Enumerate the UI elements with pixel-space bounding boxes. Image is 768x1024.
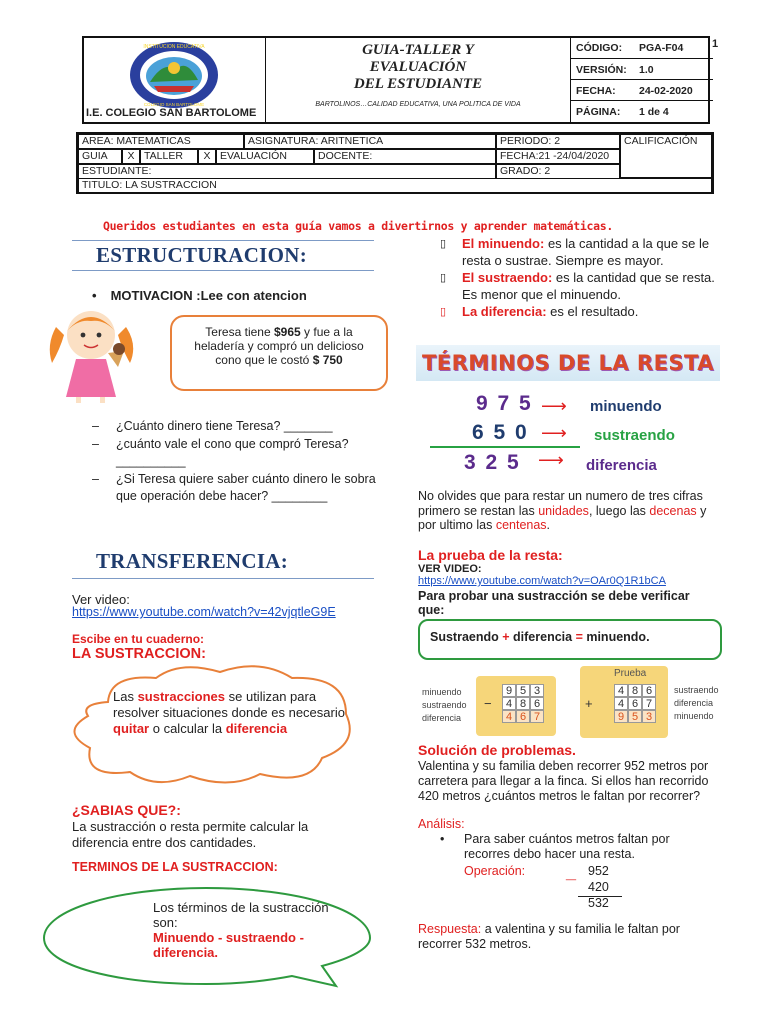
prueba-minus: − [484, 696, 492, 711]
respuesta-label: Respuesta: [418, 922, 482, 936]
label-minuendo: minuendo [590, 398, 662, 415]
respuesta-value: a valentina y su familia le faltan por recorrer 532 metros. [418, 922, 680, 951]
meta-row-fecha [571, 79, 713, 101]
sabias-text: La sustracción o resta permite calcular la diferencia entre dos cantidades. [72, 819, 309, 850]
olvides-unidades: unidades [538, 503, 589, 518]
cloud-keyword-quitar: quitar [113, 721, 150, 736]
question-item: – ¿Cuánto dinero tiene Teresa? _______ [92, 419, 333, 433]
meta-label: CÓDIGO: [576, 42, 623, 54]
example-row-minuendo: 9 7 5 [476, 392, 533, 415]
intro-text: Queridos estudiantes en esta guía vamos a divertirnos y aprender matemáticas. [103, 219, 614, 233]
evaluacion-cell: EVALUACIÓN [216, 149, 314, 164]
operacion-label: Operación: [464, 864, 526, 878]
question-item: – ¿cuánto vale el cono que compró Teresa?__________ [92, 436, 382, 470]
video-link-2[interactable]: https://www.youtube.com/watch?v=OAr0Q1R1bCA [418, 575, 666, 587]
story-amount: $965 [273, 325, 301, 339]
la-sustraccion-heading: LA SUSTRACCION: [72, 646, 206, 662]
label-diferencia: diferencia [586, 457, 657, 474]
olvides-e: y por ultimo las [418, 503, 707, 532]
analisis-label: Análisis: [418, 817, 465, 831]
definition-item [440, 270, 718, 303]
prueba-label: diferencia [674, 698, 714, 708]
square-bullet-icon: ▯ [440, 272, 447, 284]
video-link-1[interactable]: https://www.youtube.com/watch?v=42vjqtleG9E [72, 605, 336, 619]
meta-row-codigo [571, 37, 713, 59]
logo-cell [84, 38, 266, 122]
operacion-sustraendo: 420 [588, 880, 609, 894]
question-text: ¿cuánto vale el cono que compró Teresa?__________ [116, 437, 349, 468]
olvides-decenas: decenas [649, 503, 697, 518]
question-text: ¿Cuánto dinero tiene Teresa? _______ [116, 419, 333, 433]
question-item: – ¿Si Teresa quiere saber cuánto dinero le sobra que operación debe hacer? ________ [92, 471, 382, 505]
cloud-keyword-sustracciones: sustracciones [137, 689, 226, 704]
ver-video-label: Ver video: [72, 592, 130, 607]
info-table [76, 132, 714, 194]
prueba-label: sustraendo [422, 700, 467, 710]
definition-item [440, 304, 718, 321]
arrow-icon: ⟶ [541, 423, 567, 443]
respuesta-text [418, 922, 718, 952]
definitions-list [440, 236, 718, 321]
digit-cell: 7 [642, 697, 656, 710]
digit-cell: 3 [530, 684, 544, 697]
estructuracion-heading: ESTRUCTURACION: [96, 243, 308, 267]
formula-box [418, 619, 722, 660]
cloud-keyword-diferencia: diferencia [225, 721, 288, 736]
story-text-c: y fue a la heladería y compró un delicioso cono que le costó [194, 325, 364, 367]
terminos-heading: TERMINOS DE LA SUSTRACCION: [72, 860, 278, 874]
bubble-text-a: Los términos de la sustracción son: [153, 900, 329, 930]
operacion-resultado: 532 [588, 896, 609, 910]
motivacion-text: MOTIVACION :Lee con atencion [110, 288, 307, 303]
formula-minuendo: minuendo. [582, 630, 650, 644]
escribe-label: Escibe en tu cuaderno: [72, 632, 205, 646]
digit-cell: 4 [502, 697, 516, 710]
problem-text: Valentina y su familia deben recorrer 952 metros por carretera para llegar a la finca. Si ellos han recorrido 420 metros ¿cuántos metros le faltan por recorrer? [418, 759, 709, 803]
titulo-cell: TITULO: LA SUSTRACCION [78, 178, 712, 193]
olvides-centenas: centenas [495, 518, 547, 532]
fecha-cell: FECHA:21 -24/04/2020 [496, 149, 620, 164]
title-line-3: DEL ESTUDIANTE [353, 76, 483, 92]
digit-cell: 5 [628, 710, 642, 723]
olvides-g: . [546, 518, 551, 532]
digit-cell: 4 [614, 684, 628, 697]
digit-cell: 5 [516, 684, 530, 697]
formula-diferencia: diferencia [509, 630, 576, 644]
meta-row-pagina [571, 100, 713, 122]
definition-item [440, 236, 718, 269]
docente-cell: DOCENTE: [314, 149, 496, 164]
prueba-illustration [418, 666, 722, 742]
rule-transferencia [72, 578, 374, 579]
school-name: I.E. COLEGIO SAN BARTOLOME [86, 107, 257, 119]
logo-text-bottom: COLEGIO SAN BARTOLOME [143, 102, 205, 107]
terminos-resta-title: TÉRMINOS DE LA RESTA [421, 351, 715, 375]
bullet-dot: • [92, 288, 97, 303]
motto: BARTOLINOS…CALIDAD EDUCATIVA, UNA POLITICA DE VIDA [315, 101, 521, 108]
estudiante-cell: ESTUDIANTE: [78, 164, 496, 179]
label-sustraendo: sustraendo [594, 427, 675, 444]
bubble-terms: Minuendo - sustraendo - diferencia. [153, 930, 304, 960]
square-bullet-icon: ▯ [440, 238, 447, 250]
grado-cell: GRADO: 2 [496, 164, 620, 179]
bullet-dot: • [440, 832, 445, 846]
digit-cell: 6 [642, 684, 656, 697]
olvides-text [418, 489, 718, 533]
terminos-resta-banner [416, 345, 720, 381]
olvides-c: , luego las [588, 503, 650, 518]
formula-plus: + [502, 630, 510, 644]
prueba-left-labels [422, 686, 467, 725]
probar-text: Para probar una sustracción se debe verificar que: [418, 589, 690, 617]
prueba-label: sustraendo [674, 685, 719, 695]
cloud-text [113, 689, 345, 737]
motivacion-item [92, 288, 307, 303]
area-cell: AREA: MATEMATICAS [78, 134, 244, 149]
meta-value: 1.0 [639, 63, 654, 76]
digit-cell: 7 [530, 710, 544, 723]
olvides-a: No olvides que para restar un numero de tres cifras primero se restan las [418, 489, 703, 518]
document-header [82, 36, 710, 124]
title-line-2: EVALUACIÓN [369, 59, 467, 75]
school-logo [124, 40, 224, 110]
story-cost: $ 750 [312, 353, 343, 367]
periodo-cell: PERIODO: 2 [496, 134, 620, 149]
story-text-a: Teresa tiene [205, 325, 274, 339]
cloud-text-c: se utilizan para resolver situaciones donde es necesario [113, 689, 345, 720]
solucion-heading: Solución de problemas. [418, 742, 576, 758]
prueba-label: minuendo [674, 711, 714, 721]
prueba-label: diferencia [422, 713, 462, 723]
prueba-plus: + [585, 696, 593, 711]
calificacion-cell: CALIFICACIÓN [620, 134, 712, 178]
analisis-bullet [440, 832, 718, 862]
formula-equals: = [575, 630, 583, 644]
prueba-label: minuendo [422, 687, 462, 697]
rule-bottom [72, 270, 374, 271]
arrow-icon: ⟶ [538, 450, 564, 470]
sabias-heading: ¿SABIAS QUE?: [72, 802, 181, 818]
example-row-diferencia: 3 2 5 [464, 451, 521, 474]
question-text: ¿Si Teresa quiere saber cuánto dinero le sobra que operación debe hacer? ________ [116, 472, 376, 503]
asignatura-cell: ASIGNATURA: ARITNETICA [244, 134, 496, 149]
prueba-left-grid [502, 684, 544, 723]
operacion-minus: _ [566, 862, 577, 882]
analisis-bullet-text: Para saber cuántos metros faltan por recorres debo hacer una resta. [464, 832, 670, 861]
ver-video-label-2: VER VIDEO: [418, 563, 482, 575]
page-number: 1 [712, 38, 719, 50]
example-subtraction [430, 392, 720, 482]
meta-label: VERSIÓN: [576, 63, 627, 76]
guia-check: X [122, 149, 140, 164]
transferencia-heading: TRANSFERENCIA: [96, 549, 289, 573]
cloud-text-a: Las [113, 689, 138, 704]
story-box [170, 315, 388, 391]
definition-term: El sustraendo: [462, 270, 553, 285]
digit-cell: 4 [614, 697, 628, 710]
formula-sustraendo: Sustraendo [430, 630, 503, 644]
digit-cell: 6 [628, 697, 642, 710]
definition-text: es la cantidad a la que se le resta o sustrae. Siempre es mayor. [462, 236, 710, 268]
taller-check: X [198, 149, 216, 164]
digit-cell: 9 [614, 710, 628, 723]
digit-cell: 6 [530, 697, 544, 710]
logo-text: INSTITUCION EDUCATIVA [143, 44, 205, 50]
digit-cell: 8 [516, 697, 530, 710]
guia-cell: GUIA [78, 149, 122, 164]
definition-term: El minuendo: [462, 236, 545, 251]
meta-row-version [571, 58, 713, 80]
square-bullet-icon: ▯ [440, 306, 447, 318]
digit-cell: 9 [502, 684, 516, 697]
rule-top [72, 240, 374, 241]
title-line-1: GUIA-TALLER Y [362, 42, 474, 58]
definition-term: La diferencia: [462, 304, 547, 319]
doc-title [266, 38, 570, 122]
prueba-right-labels [674, 684, 719, 723]
digit-cell: 6 [516, 710, 530, 723]
girl-icecream-illustration [38, 305, 148, 405]
prueba-right-grid [614, 684, 656, 723]
meta-table [570, 38, 712, 122]
definition-text: es el resultado. [546, 304, 639, 319]
taller-cell: TALLER [140, 149, 198, 164]
operacion-minuendo: 952 [588, 864, 609, 878]
question-list [92, 418, 382, 505]
result-line [430, 446, 580, 448]
cloud-text-e: o calcular la [149, 721, 226, 736]
digit-cell: 4 [502, 710, 516, 723]
arrow-icon: ⟶ [541, 396, 567, 416]
meta-value: 24-02-2020 [639, 84, 693, 97]
definition-text: es la cantidad que se resta. Es menor que el minuendo. [462, 270, 715, 302]
meta-label: PÁGINA: [576, 105, 621, 118]
prueba-title: Prueba [614, 668, 647, 679]
example-row-sustraendo: 6 5 0 [472, 421, 529, 444]
bubble-text [153, 900, 353, 960]
meta-value: PGA-F04 [639, 42, 684, 54]
prueba-heading: La prueba de la resta: [418, 547, 563, 563]
meta-label: FECHA: [576, 84, 616, 97]
digit-cell: 8 [628, 684, 642, 697]
digit-cell: 3 [642, 710, 656, 723]
meta-value: 1 de 4 [639, 105, 669, 118]
